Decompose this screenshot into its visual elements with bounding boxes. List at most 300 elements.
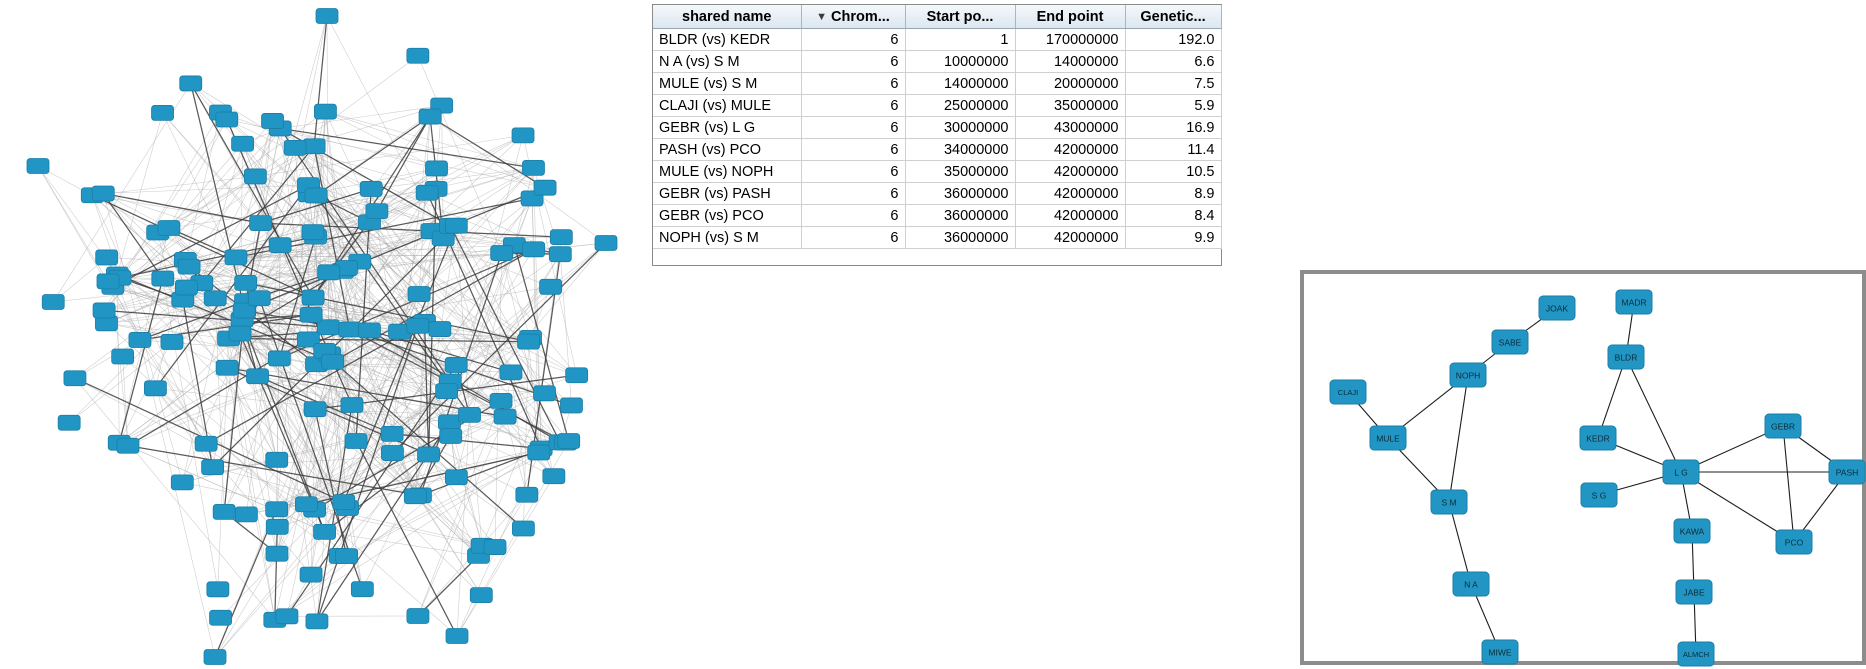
subnetwork-node-shape[interactable] <box>1431 490 1467 514</box>
main-network-node-shape[interactable] <box>306 614 328 629</box>
main-network-node[interactable] <box>306 614 328 629</box>
main-network-edge[interactable] <box>169 144 243 228</box>
cell-end_point[interactable]: 42000000 <box>1015 205 1125 227</box>
main-network-canvas[interactable] <box>0 0 648 669</box>
cell-genetic[interactable]: 16.9 <box>1125 117 1221 139</box>
main-network-node-shape[interactable] <box>523 242 545 257</box>
main-network-node-shape[interactable] <box>534 180 556 195</box>
main-network-node-shape[interactable] <box>158 221 180 236</box>
main-network-node[interactable] <box>161 334 183 349</box>
subnetwork-node-shape[interactable] <box>1676 580 1712 604</box>
subnetwork-node-shape[interactable] <box>1663 460 1699 484</box>
main-network-node-shape[interactable] <box>436 384 458 399</box>
main-network-node[interactable] <box>366 204 388 219</box>
main-network-node[interactable] <box>266 519 288 534</box>
main-network-node[interactable] <box>229 326 251 341</box>
main-network-node-shape[interactable] <box>112 349 134 364</box>
main-network-node[interactable] <box>318 265 340 280</box>
main-network-node[interactable] <box>512 128 534 143</box>
cell-shared_name[interactable]: CLAJI (vs) MULE <box>653 95 801 117</box>
cell-end_point[interactable]: 14000000 <box>1015 51 1125 73</box>
cell-chromosome[interactable]: 6 <box>801 205 905 227</box>
main-network-node-shape[interactable] <box>491 246 513 261</box>
main-network-node[interactable] <box>144 381 166 396</box>
cell-genetic[interactable]: 8.9 <box>1125 183 1221 205</box>
column-header-start-point[interactable] <box>905 5 1015 29</box>
main-network-node[interactable] <box>266 502 288 517</box>
subnetwork-node[interactable] <box>1765 414 1801 438</box>
main-network-node-shape[interactable] <box>314 104 336 119</box>
main-network-node[interactable] <box>300 567 322 582</box>
main-network-node-shape[interactable] <box>213 504 235 519</box>
cell-end_point[interactable]: 42000000 <box>1015 183 1125 205</box>
main-network-node[interactable] <box>560 398 582 413</box>
main-network-node-shape[interactable] <box>534 386 556 401</box>
table-row[interactable] <box>653 51 1221 73</box>
main-network-node-shape[interactable] <box>522 160 544 175</box>
main-network-node[interactable] <box>96 250 118 265</box>
main-network-node-shape[interactable] <box>407 609 429 624</box>
main-network-node-shape[interactable] <box>42 294 64 309</box>
main-network-node-shape[interactable] <box>500 365 522 380</box>
subnetwork-node[interactable] <box>1829 460 1865 484</box>
main-network-edge[interactable] <box>470 415 483 546</box>
main-network-node-shape[interactable] <box>418 447 440 462</box>
cell-end_point[interactable]: 42000000 <box>1015 139 1125 161</box>
main-network-node-shape[interactable] <box>318 265 340 280</box>
results-table-panel[interactable] <box>652 4 1222 266</box>
subnetwork-node[interactable] <box>1581 483 1617 507</box>
main-network-node-shape[interactable] <box>96 250 118 265</box>
main-network-node[interactable] <box>522 160 544 175</box>
main-network-node-shape[interactable] <box>339 322 361 337</box>
main-network-node-shape[interactable] <box>512 128 534 143</box>
main-network-node[interactable] <box>339 322 361 337</box>
main-network-node[interactable] <box>595 236 617 251</box>
main-network-node[interactable] <box>336 549 358 564</box>
main-network-node[interactable] <box>445 470 467 485</box>
main-network-node-shape[interactable] <box>178 259 200 274</box>
main-network-node[interactable] <box>358 323 380 338</box>
main-network-node-shape[interactable] <box>229 326 251 341</box>
main-network-node-shape[interactable] <box>244 169 266 184</box>
main-network-node[interactable] <box>276 609 298 624</box>
column-header-end-point[interactable] <box>1015 5 1125 29</box>
main-network-node[interactable] <box>341 398 363 413</box>
main-network-node[interactable] <box>345 433 367 448</box>
main-network-node[interactable] <box>459 407 481 422</box>
main-network-edge[interactable] <box>502 253 531 338</box>
main-network-node[interactable] <box>210 610 232 625</box>
main-network-node[interactable] <box>351 582 373 597</box>
main-network-node[interactable] <box>491 246 513 261</box>
main-network-node[interactable] <box>225 250 247 265</box>
subnetwork-node-shape[interactable] <box>1492 330 1528 354</box>
subnetwork-node[interactable] <box>1608 345 1644 369</box>
main-network-node-shape[interactable] <box>93 303 115 318</box>
main-network-edge[interactable] <box>425 322 429 455</box>
main-network-node-shape[interactable] <box>302 225 324 240</box>
cell-genetic[interactable]: 7.5 <box>1125 73 1221 95</box>
main-network-node-shape[interactable] <box>419 109 441 124</box>
main-network-node-shape[interactable] <box>440 428 462 443</box>
main-network-node-shape[interactable] <box>216 112 238 127</box>
main-network-node[interactable] <box>518 334 540 349</box>
main-network-node[interactable] <box>302 290 324 305</box>
cell-genetic[interactable]: 192.0 <box>1125 29 1221 51</box>
main-network-node-shape[interactable] <box>235 275 257 290</box>
main-network-node[interactable] <box>204 650 226 665</box>
main-network-node-shape[interactable] <box>195 436 217 451</box>
main-network-edge[interactable] <box>315 510 457 636</box>
main-network-node-shape[interactable] <box>171 475 193 490</box>
cell-chromosome[interactable]: 6 <box>801 227 905 249</box>
subnetwork-edge[interactable] <box>1449 375 1468 502</box>
main-network-node[interactable] <box>407 48 429 63</box>
main-network-node[interactable] <box>407 609 429 624</box>
main-network-node[interactable] <box>216 360 238 375</box>
main-network-node[interactable] <box>295 497 317 512</box>
main-network-node[interactable] <box>262 113 284 128</box>
main-network-node-shape[interactable] <box>152 271 174 286</box>
main-network-node-shape[interactable] <box>180 76 202 91</box>
table-row[interactable] <box>653 183 1221 205</box>
main-network-node[interactable] <box>314 524 336 539</box>
subnetwork-node[interactable] <box>1450 363 1486 387</box>
main-network-node-shape[interactable] <box>459 407 481 422</box>
main-network-node[interactable] <box>202 460 224 475</box>
main-network-node-shape[interactable] <box>304 402 326 417</box>
main-network-node-shape[interactable] <box>518 334 540 349</box>
filter-icon[interactable]: ▼ <box>816 10 828 23</box>
main-network-node-shape[interactable] <box>266 452 288 467</box>
main-network-edge[interactable] <box>418 556 479 616</box>
cell-chromosome[interactable]: 6 <box>801 29 905 51</box>
main-network-node-shape[interactable] <box>269 238 291 253</box>
main-network-node-shape[interactable] <box>210 610 232 625</box>
main-network-node-shape[interactable] <box>445 470 467 485</box>
subnetwork-edge[interactable] <box>1783 426 1794 542</box>
main-network-node[interactable] <box>152 105 174 120</box>
main-network-node-shape[interactable] <box>550 230 572 245</box>
main-network-node[interactable] <box>266 452 288 467</box>
subnetwork-node[interactable] <box>1431 490 1467 514</box>
subnetwork-node[interactable] <box>1678 642 1714 666</box>
main-network-node[interactable] <box>558 433 580 448</box>
cell-start_point[interactable]: 1 <box>905 29 1015 51</box>
main-network-node-shape[interactable] <box>366 204 388 219</box>
table-row[interactable] <box>653 205 1221 227</box>
main-network-node[interactable] <box>490 393 512 408</box>
main-network-node-shape[interactable] <box>360 181 382 196</box>
main-network-edge[interactable] <box>75 378 275 620</box>
main-network-node[interactable] <box>500 365 522 380</box>
subnetwork-node[interactable] <box>1370 426 1406 450</box>
main-network-node[interactable] <box>232 136 254 151</box>
subnetwork-node[interactable] <box>1492 330 1528 354</box>
main-network-node[interactable] <box>429 322 451 337</box>
cell-end_point[interactable]: 43000000 <box>1015 117 1125 139</box>
main-network-node-shape[interactable] <box>266 502 288 517</box>
main-network-node-shape[interactable] <box>416 185 438 200</box>
main-network-edge[interactable] <box>103 185 308 193</box>
subnetwork-node[interactable] <box>1776 530 1812 554</box>
main-network-node-shape[interactable] <box>528 445 550 460</box>
cell-genetic[interactable]: 6.6 <box>1125 51 1221 73</box>
main-network-node-shape[interactable] <box>333 495 355 510</box>
main-network-node-shape[interactable] <box>235 507 257 522</box>
main-network-node[interactable] <box>117 438 139 453</box>
cell-shared_name[interactable]: MULE (vs) S M <box>653 73 801 95</box>
main-network-node[interactable] <box>426 161 448 176</box>
column-header-shared-name[interactable] <box>653 5 801 29</box>
subnetwork-node-shape[interactable] <box>1370 426 1406 450</box>
main-network-node[interactable] <box>322 354 344 369</box>
main-network-node-shape[interactable] <box>566 368 588 383</box>
main-network-node[interactable] <box>195 436 217 451</box>
main-network-node-shape[interactable] <box>305 188 327 203</box>
main-network-node-shape[interactable] <box>445 218 467 233</box>
subnetwork-node-shape[interactable] <box>1829 460 1865 484</box>
main-network-node-shape[interactable] <box>268 351 290 366</box>
main-network-node-shape[interactable] <box>92 186 114 201</box>
subnetwork-node-shape[interactable] <box>1450 363 1486 387</box>
main-network-node-shape[interactable] <box>64 371 86 386</box>
main-network-node[interactable] <box>244 169 266 184</box>
main-network-node-shape[interactable] <box>445 357 467 372</box>
main-network-node[interactable] <box>235 275 257 290</box>
cell-chromosome[interactable]: 6 <box>801 117 905 139</box>
main-network-edge[interactable] <box>158 146 314 232</box>
main-network-node-shape[interactable] <box>314 524 336 539</box>
main-network-node[interactable] <box>129 332 151 347</box>
main-network-node-shape[interactable] <box>144 381 166 396</box>
main-network-node-shape[interactable] <box>117 438 139 453</box>
cell-chromosome[interactable]: 6 <box>801 161 905 183</box>
association-results-table[interactable] <box>653 5 1222 249</box>
main-network-node[interactable] <box>152 271 174 286</box>
subnetwork-node-shape[interactable] <box>1330 380 1366 404</box>
main-network-node[interactable] <box>381 446 403 461</box>
subnetwork-node[interactable] <box>1539 296 1575 320</box>
subnetwork-node-shape[interactable] <box>1581 483 1617 507</box>
subnetwork-node-shape[interactable] <box>1776 530 1812 554</box>
main-network-node-shape[interactable] <box>152 105 174 120</box>
main-network-node-shape[interactable] <box>276 609 298 624</box>
main-network-node[interactable] <box>266 546 288 561</box>
main-network-node-shape[interactable] <box>216 360 238 375</box>
cell-chromosome[interactable]: 6 <box>801 139 905 161</box>
cell-start_point[interactable]: 30000000 <box>905 117 1015 139</box>
main-network-node-shape[interactable] <box>27 159 49 174</box>
main-network-node-shape[interactable] <box>262 113 284 128</box>
cell-end_point[interactable]: 42000000 <box>1015 227 1125 249</box>
main-network-node[interactable] <box>333 495 355 510</box>
main-network-node-shape[interactable] <box>494 409 516 424</box>
main-network-node[interactable] <box>207 582 229 597</box>
cell-end_point[interactable]: 35000000 <box>1015 95 1125 117</box>
main-network-node[interactable] <box>158 221 180 236</box>
main-network-node[interactable] <box>112 349 134 364</box>
main-network-node[interactable] <box>42 294 64 309</box>
main-network-node[interactable] <box>204 291 226 306</box>
main-network-node-shape[interactable] <box>512 521 534 536</box>
main-network-node-shape[interactable] <box>345 433 367 448</box>
main-network-node[interactable] <box>97 274 119 289</box>
main-network-node-shape[interactable] <box>225 250 247 265</box>
main-network-node[interactable] <box>314 104 336 119</box>
subnetwork-node-shape[interactable] <box>1539 296 1575 320</box>
cell-shared_name[interactable]: NOPH (vs) S M <box>653 227 801 249</box>
main-network-node-shape[interactable] <box>341 398 363 413</box>
main-network-node-shape[interactable] <box>490 393 512 408</box>
main-network-node-shape[interactable] <box>426 161 448 176</box>
main-network-node[interactable] <box>523 242 545 257</box>
main-network-node[interactable] <box>446 629 468 644</box>
main-network-node[interactable] <box>534 386 556 401</box>
subnetwork-node-shape[interactable] <box>1453 572 1489 596</box>
main-network-node-shape[interactable] <box>302 290 324 305</box>
subnetwork-node-shape[interactable] <box>1674 519 1710 543</box>
subnetwork-node-shape[interactable] <box>1765 414 1801 438</box>
main-network-node[interactable] <box>470 588 492 603</box>
table-row[interactable] <box>653 117 1221 139</box>
main-network-node-shape[interactable] <box>446 629 468 644</box>
main-network-node-shape[interactable] <box>429 322 451 337</box>
main-network-node[interactable] <box>494 409 516 424</box>
main-network-node[interactable] <box>418 447 440 462</box>
main-network-node-shape[interactable] <box>316 9 338 24</box>
main-network-node[interactable] <box>445 218 467 233</box>
main-network-node-shape[interactable] <box>543 469 565 484</box>
subnetwork-node-shape[interactable] <box>1616 290 1652 314</box>
main-network-node[interactable] <box>248 291 270 306</box>
cell-start_point[interactable]: 25000000 <box>905 95 1015 117</box>
main-network-node[interactable] <box>64 371 86 386</box>
main-network-node-shape[interactable] <box>407 318 429 333</box>
cell-shared_name[interactable]: MULE (vs) NOPH <box>653 161 801 183</box>
main-network-edge[interactable] <box>215 504 306 657</box>
main-network-node-shape[interactable] <box>549 247 571 262</box>
main-network-node[interactable] <box>381 426 403 441</box>
main-network-node-shape[interactable] <box>175 280 197 295</box>
cell-end_point[interactable]: 20000000 <box>1015 73 1125 95</box>
main-network-node-shape[interactable] <box>129 332 151 347</box>
cell-start_point[interactable]: 36000000 <box>905 205 1015 227</box>
subnetwork-node[interactable] <box>1676 580 1712 604</box>
table-row[interactable] <box>653 227 1221 249</box>
subnetwork-node[interactable] <box>1663 460 1699 484</box>
main-network-node[interactable] <box>407 318 429 333</box>
cell-genetic[interactable]: 11.4 <box>1125 139 1221 161</box>
main-network-node-shape[interactable] <box>595 236 617 251</box>
main-network-node[interactable] <box>171 475 193 490</box>
column-header-genetic[interactable] <box>1125 5 1221 29</box>
table-row[interactable] <box>653 73 1221 95</box>
main-network-node[interactable] <box>175 280 197 295</box>
main-network-node-shape[interactable] <box>484 540 506 555</box>
main-network-node-shape[interactable] <box>97 274 119 289</box>
main-network-node[interactable] <box>566 368 588 383</box>
subnetwork-node[interactable] <box>1580 426 1616 450</box>
table-row[interactable] <box>653 95 1221 117</box>
cell-shared_name[interactable]: PASH (vs) PCO <box>653 139 801 161</box>
main-network-node[interactable] <box>302 225 324 240</box>
cell-chromosome[interactable]: 6 <box>801 51 905 73</box>
main-network-node-shape[interactable] <box>58 415 80 430</box>
main-network-node-shape[interactable] <box>247 369 269 384</box>
main-network-node[interactable] <box>540 279 562 294</box>
main-network-node[interactable] <box>408 287 430 302</box>
main-network-node[interactable] <box>178 259 200 274</box>
main-network-node-shape[interactable] <box>202 460 224 475</box>
main-network-node[interactable] <box>543 469 565 484</box>
main-network-node-shape[interactable] <box>266 519 288 534</box>
cell-start_point[interactable]: 36000000 <box>905 183 1015 205</box>
main-network-node[interactable] <box>484 540 506 555</box>
main-network-node[interactable] <box>305 188 327 203</box>
main-network-node[interactable] <box>247 369 269 384</box>
main-network-node[interactable] <box>284 140 306 155</box>
main-network-node-shape[interactable] <box>381 446 403 461</box>
main-network-node[interactable] <box>93 303 115 318</box>
main-network-panel[interactable] <box>0 0 648 669</box>
cell-end_point[interactable]: 170000000 <box>1015 29 1125 51</box>
subnetwork-node-shape[interactable] <box>1678 642 1714 666</box>
table-row[interactable] <box>653 139 1221 161</box>
cell-shared_name[interactable]: N A (vs) S M <box>653 51 801 73</box>
main-network-edge[interactable] <box>443 237 561 238</box>
main-network-node-shape[interactable] <box>295 497 317 512</box>
main-network-node-shape[interactable] <box>204 291 226 306</box>
cell-end_point[interactable]: 42000000 <box>1015 161 1125 183</box>
cell-start_point[interactable]: 35000000 <box>905 161 1015 183</box>
main-network-node[interactable] <box>250 216 272 231</box>
subnetwork-canvas[interactable] <box>1304 274 1862 661</box>
main-network-node[interactable] <box>92 186 114 201</box>
main-network-node-shape[interactable] <box>207 582 229 597</box>
cell-genetic[interactable]: 9.9 <box>1125 227 1221 249</box>
main-network-node[interactable] <box>549 247 571 262</box>
main-network-node[interactable] <box>180 76 202 91</box>
cell-chromosome[interactable]: 6 <box>801 73 905 95</box>
main-network-node[interactable] <box>534 180 556 195</box>
subnetwork-node[interactable] <box>1674 519 1710 543</box>
main-network-node[interactable] <box>360 181 382 196</box>
cell-shared_name[interactable]: GEBR (vs) PCO <box>653 205 801 227</box>
main-network-node-shape[interactable] <box>540 279 562 294</box>
main-network-node[interactable] <box>445 357 467 372</box>
main-network-edge[interactable] <box>457 415 470 636</box>
main-network-node-shape[interactable] <box>284 140 306 155</box>
main-network-node[interactable] <box>440 428 462 443</box>
main-network-node-shape[interactable] <box>232 136 254 151</box>
main-network-node[interactable] <box>58 415 80 430</box>
cell-start_point[interactable]: 10000000 <box>905 51 1015 73</box>
main-network-node-shape[interactable] <box>322 354 344 369</box>
table-row[interactable] <box>653 29 1221 51</box>
cell-start_point[interactable]: 36000000 <box>905 227 1015 249</box>
main-network-node[interactable] <box>235 507 257 522</box>
subnetwork-node-shape[interactable] <box>1482 640 1518 664</box>
main-network-node-shape[interactable] <box>351 582 373 597</box>
main-network-node-shape[interactable] <box>407 48 429 63</box>
main-network-node[interactable] <box>512 521 534 536</box>
main-network-node[interactable] <box>419 109 441 124</box>
cell-chromosome[interactable]: 6 <box>801 183 905 205</box>
subnetwork-node[interactable] <box>1616 290 1652 314</box>
main-network-node-shape[interactable] <box>358 323 380 338</box>
